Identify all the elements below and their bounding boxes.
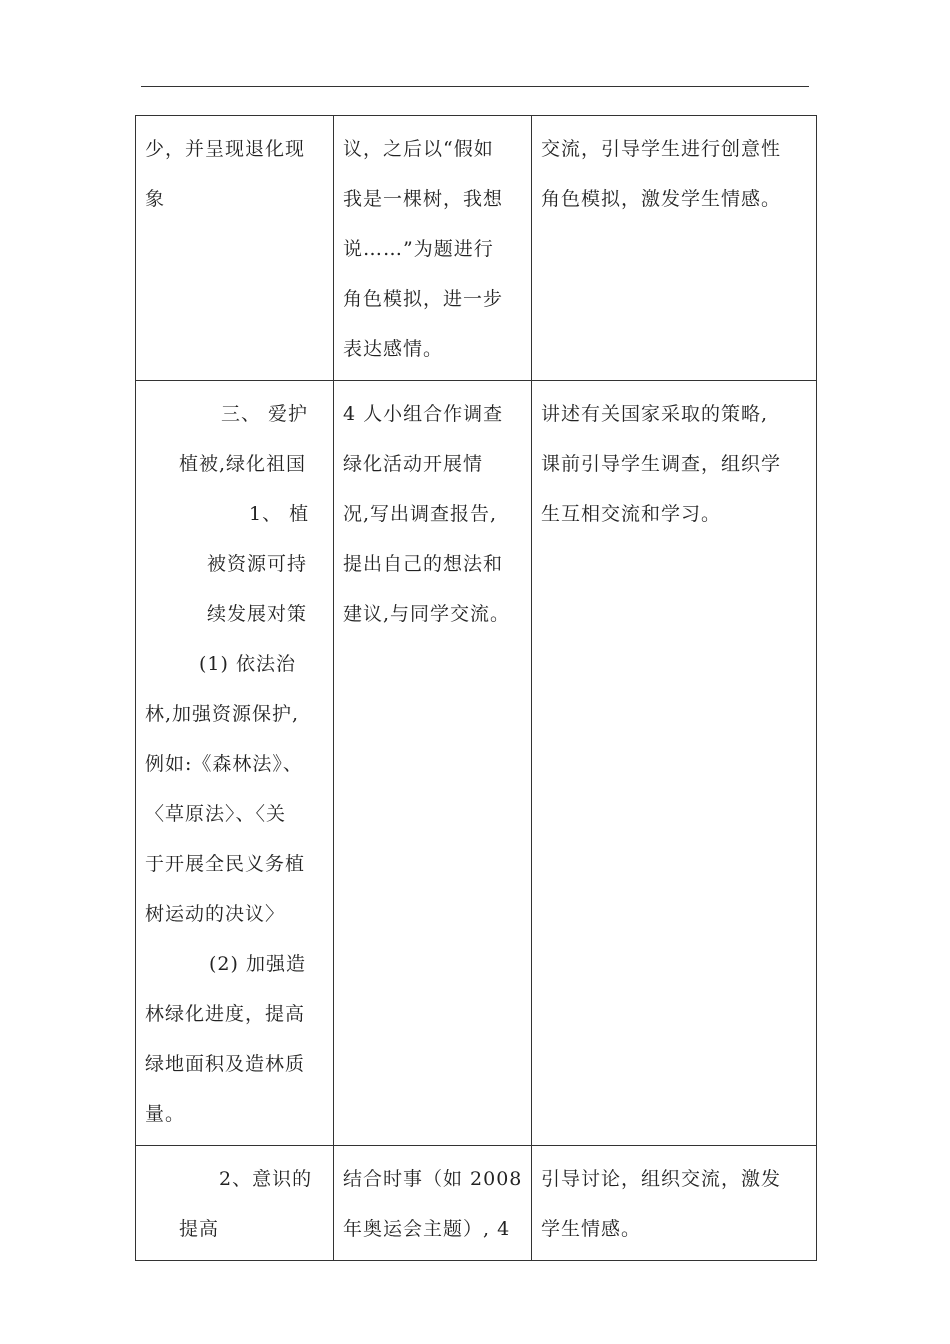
text-line: 议，之后以“假如 (343, 138, 494, 160)
text-line: (1) 依法治 (199, 653, 296, 675)
text-line: 绿化活动开展情 (343, 453, 484, 475)
text-line: 角色模拟，激发学生情感。 (541, 188, 782, 210)
text-line: 林绿化进度，提高 (145, 1003, 306, 1025)
text-line: 角色模拟，进一步 (343, 288, 504, 310)
section-heading: 植被,绿化祖国 (179, 453, 307, 475)
subsection-heading: 2、意识的 (219, 1168, 313, 1190)
text-line: 讲述有关国家采取的策略, (541, 403, 769, 425)
text-line: 树运动的决议〉 (145, 903, 286, 925)
text-line: (2) 加强造 (209, 953, 306, 975)
table-row (136, 381, 817, 1146)
text-line: 生互相交流和学习。 (541, 503, 722, 525)
table-cell-content (136, 381, 334, 1146)
text-line: 引导讨论，组织交流，激发 (541, 1168, 782, 1190)
section-heading: 三、 爱护 (221, 403, 309, 425)
text-line: 例如:《森林法》、 (145, 753, 303, 775)
text-line: 少，并呈现退化现 (145, 138, 306, 160)
text-line: 4 人小组合作调查 (343, 403, 504, 425)
table-cell-teacher (532, 381, 817, 1146)
text-line: 交流，引导学生进行创意性 (541, 138, 782, 160)
table-cell-activity (334, 1146, 532, 1261)
text-line: 年奥运会主题）, 4 (343, 1218, 511, 1240)
text-line: 课前引导学生调查，组织学 (541, 453, 782, 475)
table-cell-activity (334, 381, 532, 1146)
table-row (136, 1146, 817, 1261)
text-line: 提出自己的想法和 (343, 553, 504, 575)
text-line: 〈草原法〉、〈关 (145, 803, 287, 825)
text-line: 表达感情。 (343, 338, 444, 360)
text-line: 林,加强资源保护, (145, 703, 300, 725)
text-line: 结合时事（如 2008 (343, 1168, 523, 1190)
table-row (136, 116, 817, 381)
table-cell-content (136, 116, 334, 381)
lesson-plan-table (135, 115, 817, 1261)
header-rule (141, 86, 809, 87)
text-line: 况,写出调查报告, (343, 503, 498, 525)
text-line: 说……”为题进行 (343, 238, 494, 260)
table-cell-teacher (532, 1146, 817, 1261)
text-line: 于开展全民义务植 (145, 853, 306, 875)
text-line: 建议,与同学交流。 (343, 603, 511, 625)
subsection-heading: 被资源可持 (207, 553, 308, 575)
text-line: 我是一棵树，我想 (343, 188, 504, 210)
subsection-heading: 1、 植 (249, 503, 310, 525)
table-cell-activity (334, 116, 532, 381)
text-line: 象 (145, 188, 166, 210)
table-cell-teacher (532, 116, 817, 381)
text-line: 量。 (145, 1103, 186, 1125)
subsection-heading: 提高 (179, 1218, 220, 1240)
text-line: 学生情感。 (541, 1218, 642, 1240)
subsection-heading: 续发展对策 (207, 603, 308, 625)
table-cell-content (136, 1146, 334, 1261)
text-line: 绿地面积及造林质 (145, 1053, 306, 1075)
